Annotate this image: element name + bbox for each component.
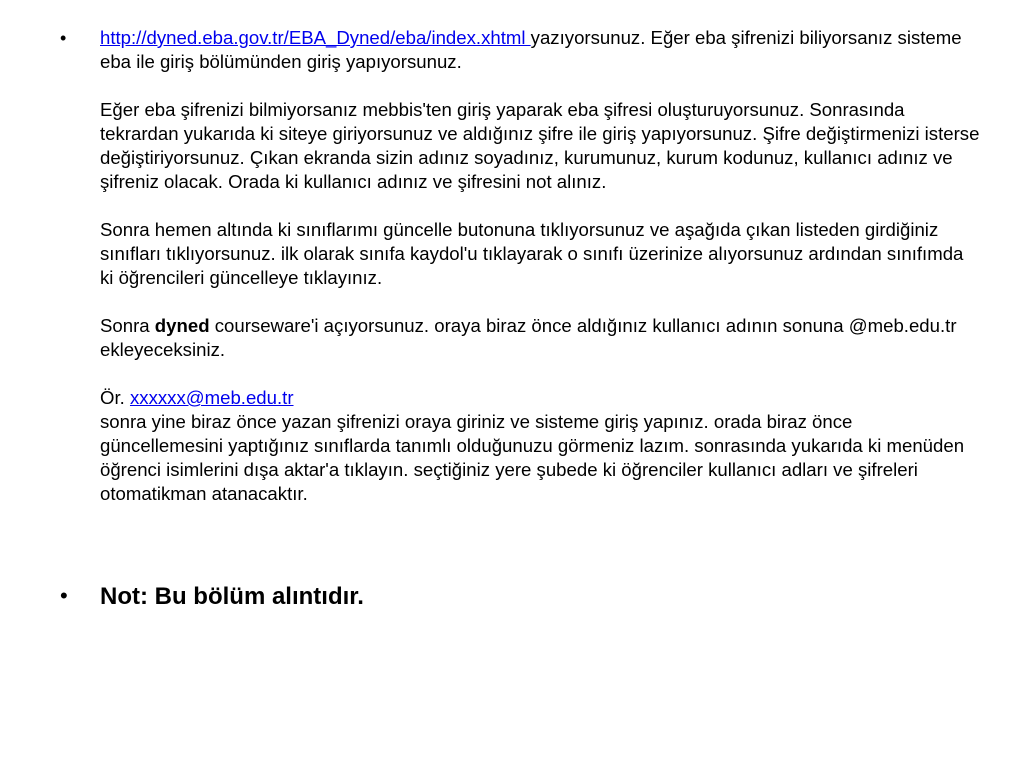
dyned-bold-word: dyned bbox=[154, 315, 210, 336]
bullet-dot-2: • bbox=[60, 583, 68, 608]
instructions-bullet bbox=[60, 26, 980, 506]
note-text: Not: Bu bölüm alıntıdır. bbox=[100, 583, 364, 610]
paragraph-mebbis-password: Eğer eba şifrenizi bilmiyorsanız mebbis'ten giriş yaparak eba şifresi oluşturuyorsunuz. Sonrasında tekrardan yukarıda ki siteye giriyorsunuz ve aldığınız şifre ile giriş yapıyorsunuz. Şifre değiştirmenizi isterse değiştiriyorsunuz. Çıkan ekranda sizin adınız soyadınız, kurumunuz, kurum kodunuz, kullanıcı adınız ve şifreniz olacak. Orada ki kullanıcı adınız ve şifresini not alınız. bbox=[100, 99, 980, 192]
example-email-link[interactable]: xxxxxx@meb.edu.tr bbox=[129, 387, 294, 408]
paragraph-example-email bbox=[100, 386, 980, 410]
bullet-dot-1: • bbox=[60, 28, 67, 48]
courseware-text-pre: Sonra bbox=[100, 315, 155, 336]
paragraph-dyned-courseware bbox=[100, 314, 980, 362]
paragraph-final-steps: sonra yine biraz önce yazan şifrenizi oraya giriniz ve sisteme giriş yapınız. orada biraz önce güncellemesini yaptığınız sınıflarda tanımlı olduğunuzu görmeniz lazım. sonrasında yukarıda ki menüden öğrenci isimlerini dışa aktar'a tıklayın. seçtiğiniz yere şubede ki öğrenciler kullanıcı adları ve şifreleri otomatikman atanacaktır. bbox=[100, 411, 965, 504]
dyned-eba-link[interactable]: http://dyned.eba.gov.tr/EBA_Dyned/eba/index.xhtml bbox=[100, 27, 531, 48]
paragraph-update-classes: Sonra hemen altında ki sınıflarımı güncelle butonuna tıklıyorsunuz ve aşağıda çıkan listeden girdiğiniz sınıfları tıklıyorsunuz. ilk olarak sınıfa kaydol'u tıklayarak o sınıfı üzerinize alıyorsunuz ardından sınıfımda ki öğrencileri güncelleye tıklayınız. bbox=[100, 219, 964, 288]
note-bullet bbox=[60, 582, 980, 612]
paragraph-eba-login bbox=[100, 26, 980, 74]
courseware-text-post: courseware'i açıyorsunuz. oraya biraz önce aldığınız kullanıcı adının sonuna @meb.edu.tr ekleyeceksiniz. bbox=[100, 315, 957, 360]
example-prefix: Ör. bbox=[100, 387, 130, 408]
eba-login-text: yazıyorsunuz. Eğer eba şifrenizi biliyorsanız sisteme eba ile giriş bölümünden giriş yapıyorsunuz. bbox=[100, 27, 962, 72]
